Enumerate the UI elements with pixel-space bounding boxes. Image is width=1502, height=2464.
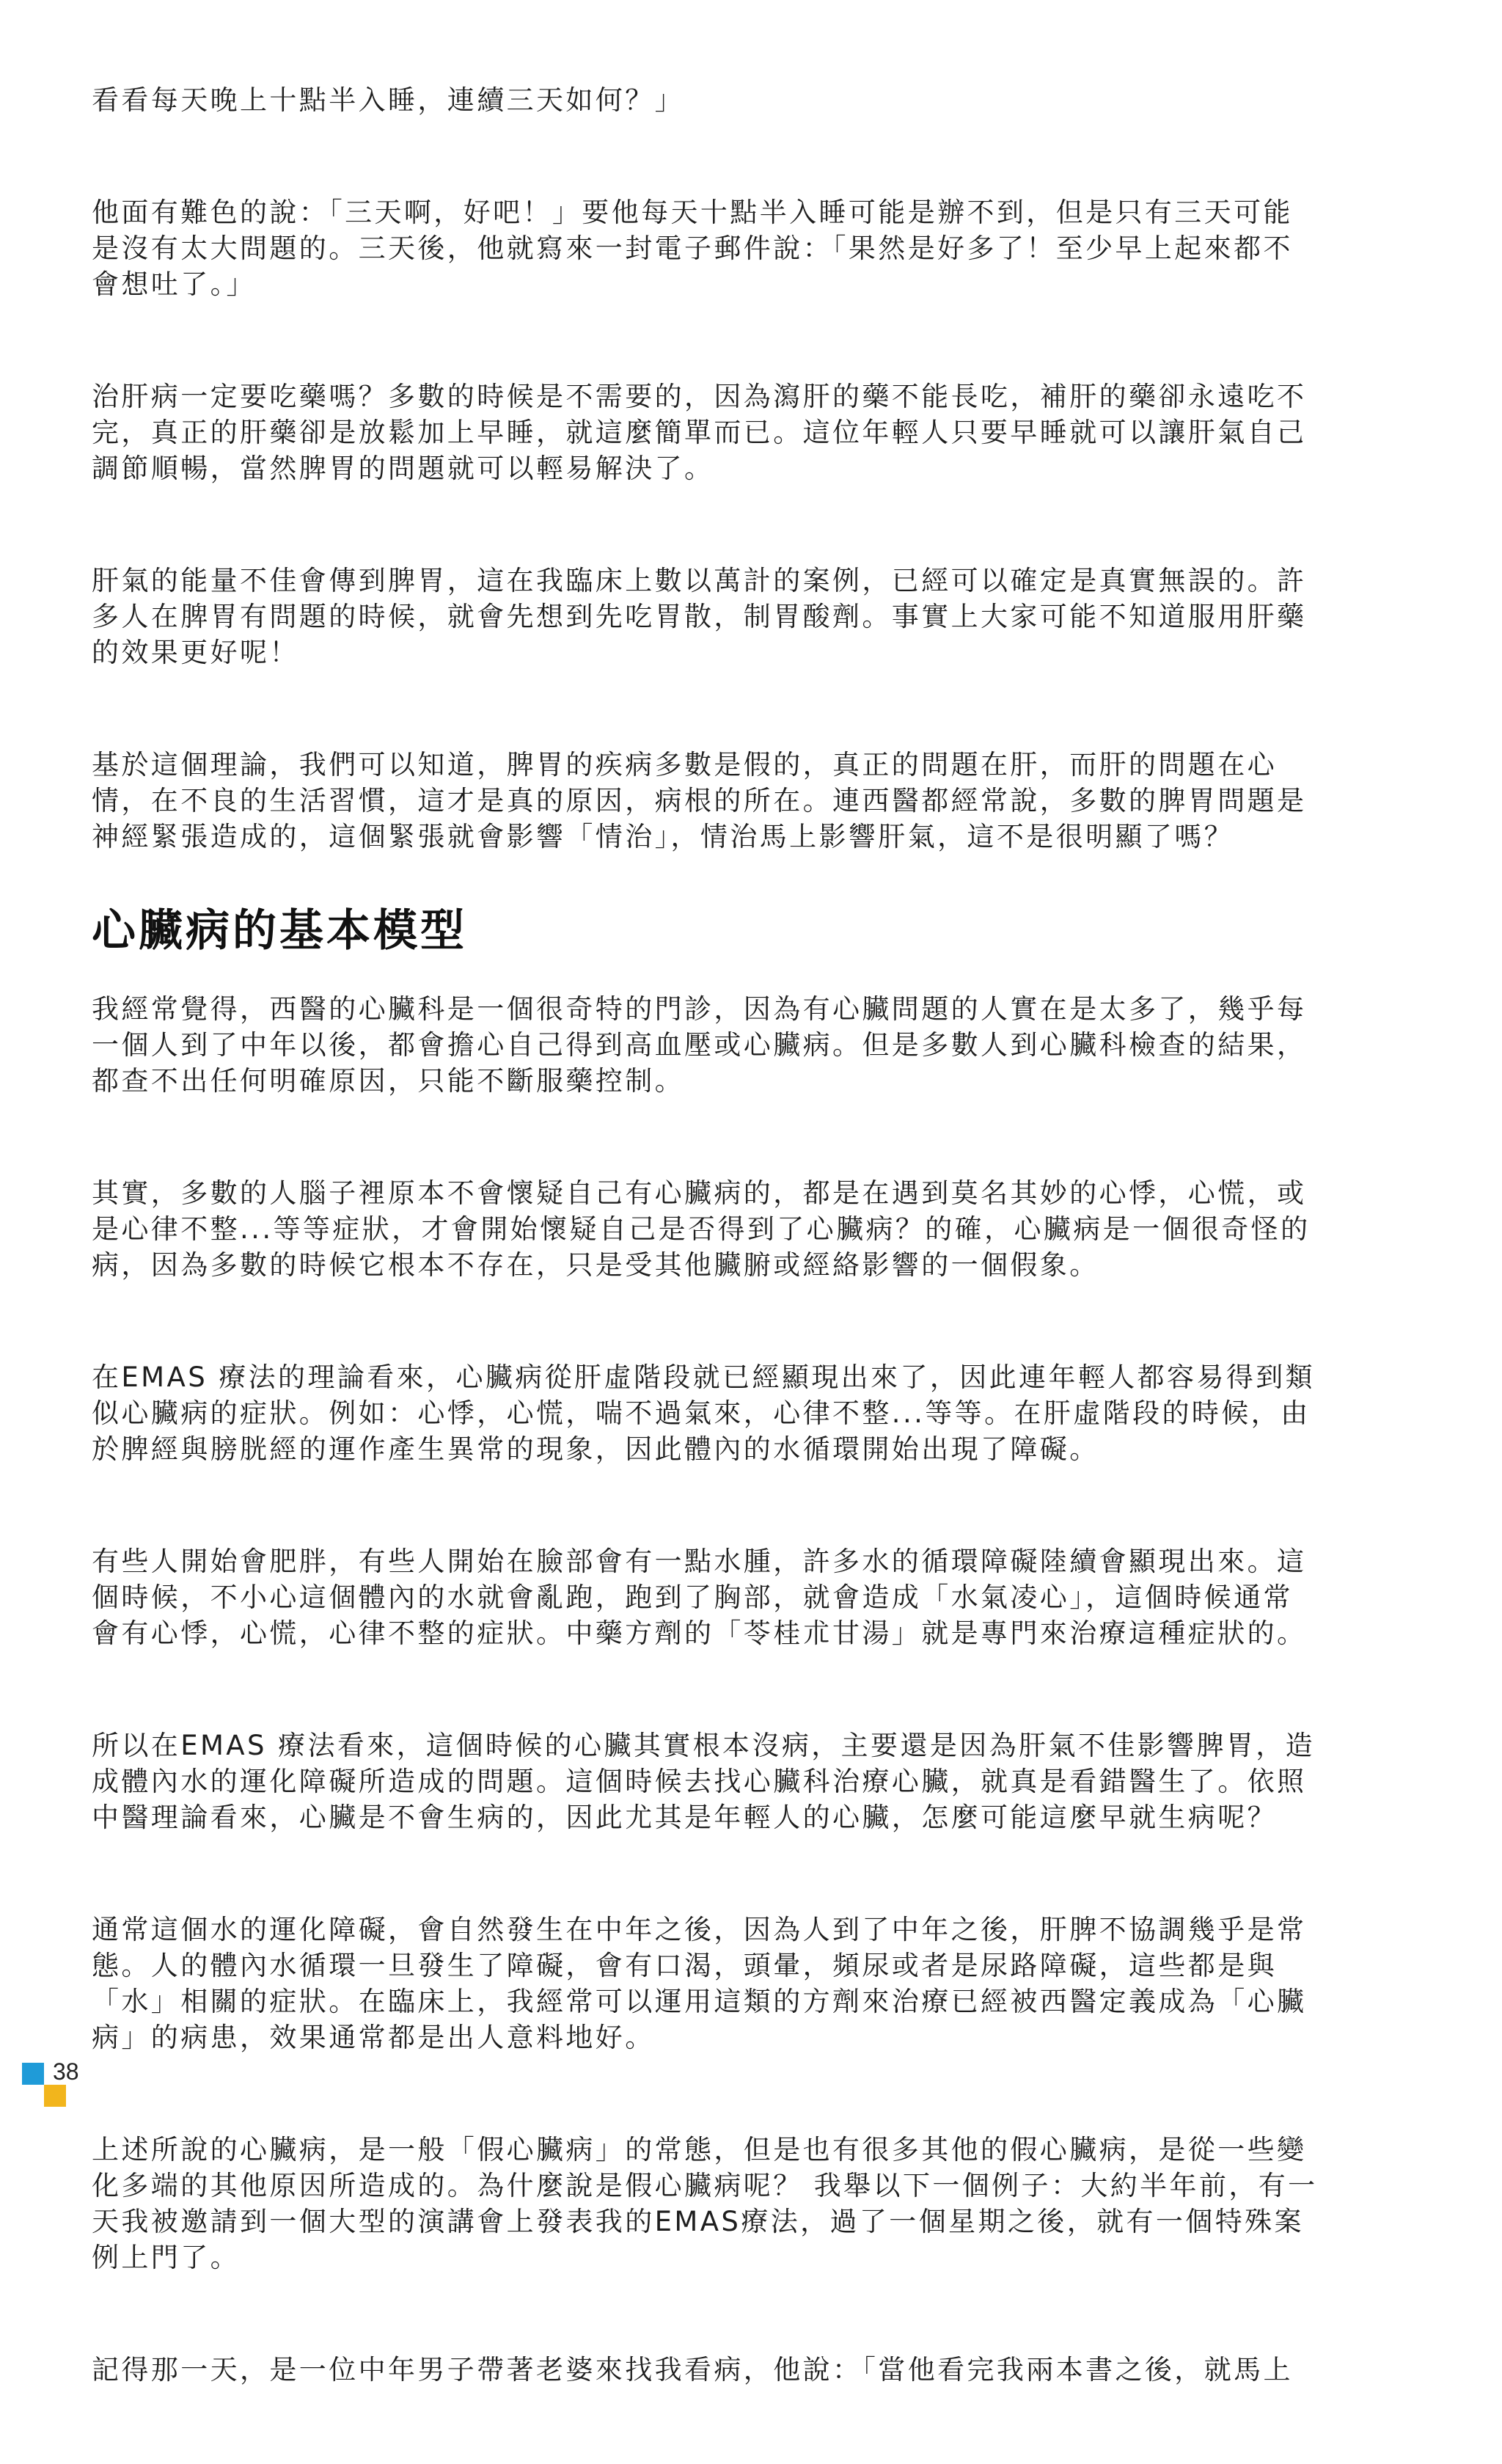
- paragraph-10: 所以在EMAS 療法看來，這個時候的心臟其實根本沒病，主要還是因為肝氣不佳影響脾胃，造 成體內水的運化障礙所造成的問題。這個時候去找心臟科治療心臟，就真是看錯醫生了。依照 中醫理論看來，心臟是不會生病的，因此尤其是年輕人的心臟，怎麼可能這麼早就生病呢？: [92, 1730, 1316, 1833]
- paragraph-9: 有些人開始會肥胖，有些人開始在臉部會有一點水腫，許多水的循環障礙陸續會顯現出來。這 個時候，不小心這個體內的水就會亂跑，跑到了胸部，就會造成「水氣凌心」，這個時候通常 會有心悸，心慌，心律不整的症狀。中藥方劑的「苓桂朮甘湯」就是專門來治療這種症狀的。: [92, 1546, 1307, 1649]
- paragraph-5: 基於這個理論，我們可以知道，脾胃的疾病多數是假的，真正的問題在肝，而肝的問題在心 情，在不良的生活習慣，這才是真的原因，病根的所在。連西醫都經常說，多數的脾胃問題是 神經緊張造成的，這個緊張就會影響「情治」，情治馬上影響肝氣，這不是很明顯了嗎？: [92, 749, 1307, 852]
- yellow-square-icon: [44, 2085, 66, 2107]
- paragraph-1: 看看每天晚上十點半入睡，連續三天如何？」: [92, 84, 684, 116]
- section-heading: 心臟病的基本模型: [92, 905, 467, 957]
- paragraph-3: 治肝病一定要吃藥嗎？多數的時候是不需要的，因為瀉肝的藥不能長吃，補肝的藥卻永遠吃不 完，真正的肝藥卻是放鬆加上早睡，就這麼簡單而已。這位年輕人只要早睡就可以讓肝氣自己 調節順暢，當然脾胃的問題就可以輕易解決了。: [92, 381, 1307, 484]
- paragraph-11: 通常這個水的運化障礙，會自然發生在中年之後，因為人到了中年之後，肝脾不協調幾乎是常 態。人的體內水循環一旦發生了障礙，會有口渴，頭暈，頻尿或者是尿路障礙，這些都是與 「水」相關的症狀。在臨床上，我經常可以運用這類的方劑來治療已經被西醫定義成為「心臟 病」的病患，效果通常都是出人意料地好。: [92, 1914, 1307, 2053]
- paragraph-2: 他面有難色的說：「三天啊，好吧！」要他每天十點半入睡可能是辦不到，但是只有三天可能 是沒有太大問題的。三天後，他就寫來一封電子郵件說：「果然是好多了！至少早上起來都不 會想吐了。」: [92, 197, 1293, 300]
- paragraph-13: 記得那一天，是一位中年男子帶著老婆來找我看病，他說：「當他看完我兩本書之後，就馬上: [92, 2354, 1293, 2386]
- paragraph-7: 其實，多數的人腦子裡原本不會懷疑自己有心臟病的，都是在遇到莫名其妙的心悸，心慌，或 是心律不整...等等症狀，才會開始懷疑自己是否得到了心臟病？的確，心臟病是一個很奇怪的 病，因為多數的時候它根本不存在，只是受其他臟腑或經絡影響的一個假象。: [92, 1177, 1311, 1281]
- page-number: 38: [53, 2058, 79, 2085]
- page-body: [92, 82, 1412, 2464]
- paragraph-6: 我經常覺得，西醫的心臟科是一個很奇特的門診，因為有心臟問題的人實在是太多了，幾乎每 一個人到了中年以後，都會擔心自己得到高血壓或心臟病。但是多數人到心臟科檢查的結果， 都查不出任何明確原因，只能不斷服藥控制。: [92, 993, 1307, 1097]
- paragraph-8: 在EMAS 療法的理論看來，心臟病從肝虛階段就已經顯現出來了，因此連年輕人都容易得到類 似心臟病的症狀。例如：心悸，心慌，喘不過氣來，心律不整...等等。在肝虛階段的時候，由 於脾經與膀胱經的運作產生異常的現象，因此體內的水循環開始出現了障礙。: [92, 1361, 1316, 1465]
- blue-square-icon: [22, 2063, 44, 2085]
- paragraph-12: 上述所說的心臟病，是一般「假心臟病」的常態，但是也有很多其他的假心臟病，是從一些變 化多端的其他原因所造成的。為什麼說是假心臟病呢？ 我舉以下一個例子：大約半年前，有一 天我被邀請到一個大型的演講會上發表我的EMAS療法，過了一個星期之後，就有一個特殊案 例上門了。: [92, 2134, 1318, 2273]
- paragraph-4: 肝氣的能量不佳會傳到脾胃，這在我臨床上數以萬計的案例，已經可以確定是真實無誤的。許 多人在脾胃有問題的時候，就會先想到先吃胃散，制胃酸劑。事實上大家可能不知道服用肝藥 的效果更好呢！: [92, 565, 1307, 668]
